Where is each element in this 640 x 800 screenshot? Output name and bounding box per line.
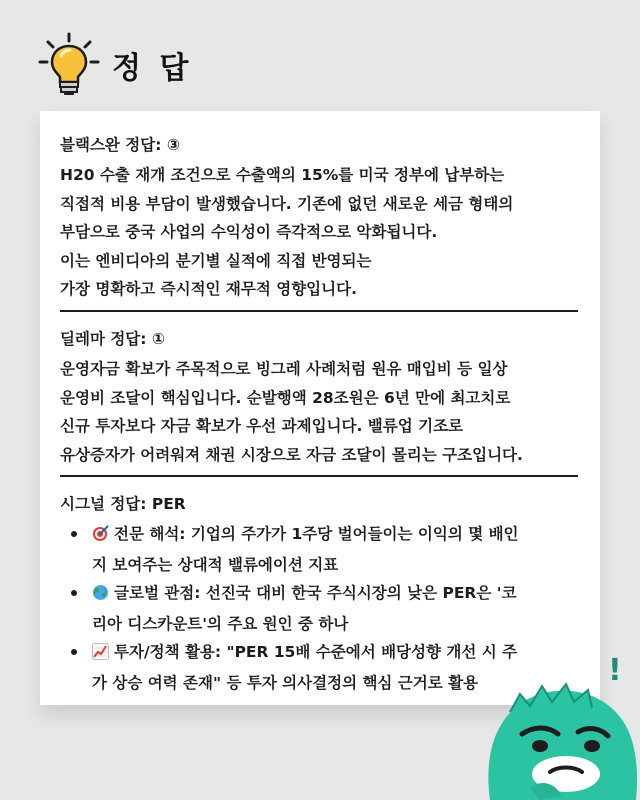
dilemma-line: 운영자금 확보가 주목적으로 빙그레 사례처럼 원유 매입비 등 일상 [60,359,508,378]
list-item [60,520,578,579]
list-item [60,579,578,638]
blackswan-line: 직접적 비용 부담이 발생했습니다. 기존에 없던 새로운 세금 형태의 [60,194,514,213]
blackswan-line: H20 수출 재개 조건으로 수출액의 15%를 미국 정부에 납부하는 [60,166,505,184]
bullet-text: 지 보여주는 상대적 밸류에이션 지표 [92,556,339,575]
blackswan-line: 이는 엔비디아의 분기별 실적에 직접 반영되는 [60,251,372,270]
bullet-text: 리아 디스카운트'의 주요 원인 중 하나 [92,615,349,634]
blackswan-section [60,133,578,304]
section-divider [60,475,578,477]
lightbulb-icon [34,30,104,100]
dilemma-line: 운영비 조달이 핵심입니다. 순발행액 28조원은 6년 만에 최고치로 [60,388,511,407]
header [34,30,192,100]
section-divider [60,310,578,312]
bullet-text: 투자/정책 활용: "PER 15배 수준에서 배당성향 개선 시 주 [114,643,518,662]
bullet-text: 글로벌 관점: 선진국 대비 한국 주식시장의 낮은 PER은 '코 [114,584,517,603]
dilemma-section [60,327,578,469]
chart-up-icon [92,641,109,669]
blackswan-line: 부담으로 중국 사업의 수익성이 즉각적으로 악화됩니다. [60,223,438,242]
answer-card [40,111,600,705]
dilemma-body [60,355,578,469]
dilemma-line: 신규 투자보다 자금 확보가 우선 과제입니다. 밸류업 기조로 [60,417,464,436]
page-title: 정 답 [112,51,193,86]
dinosaur-mascot-icon [470,646,640,800]
globe-icon [92,582,109,610]
dilemma-title: 딜레마 정답: ① [60,329,165,348]
target-icon [92,523,109,551]
dilemma-line: 유상증자가 어려워져 채권 시장으로 자금 조달이 몰리는 구조입니다. [60,445,523,464]
blackswan-title: 블랙스완 정답: ③ [60,136,180,154]
bullet-text: 가 상승 여력 존재" 등 투자 의사결정의 핵심 근거로 활용 [92,674,479,693]
blackswan-line: 가장 명확하고 즉시적인 재무적 영향입니다. [60,280,357,299]
exclamation-mark: ! [608,653,622,688]
signal-title: 시그널 정답: PER [60,495,186,514]
bullet-text: 전문 해석: 기업의 주가가 1주당 벌어들이는 이익의 몇 배인 [114,525,519,544]
blackswan-body [60,161,578,304]
